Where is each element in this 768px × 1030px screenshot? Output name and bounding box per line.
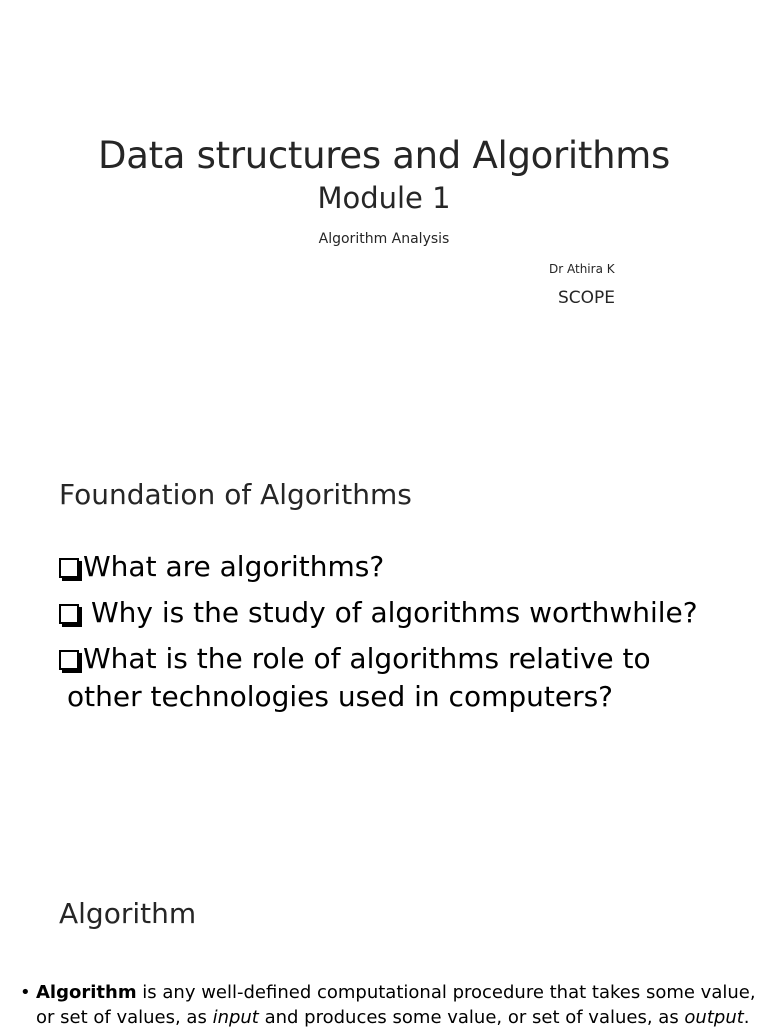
definition-part-2: and produces some value, or set of values, as [258, 1007, 685, 1028]
checkbox-bullet-icon [59, 558, 79, 578]
definition-text [36, 980, 756, 1030]
input-word: input [212, 1007, 259, 1028]
question-text: Why is the study of algorithms worthwhile? [91, 596, 698, 629]
question-text-block [67, 640, 651, 716]
checkbox-bullet-icon [59, 650, 79, 670]
question-text: What is the role of algorithms relative to [83, 642, 651, 675]
list-item [59, 548, 759, 586]
slide-heading: Foundation of Algorithms [59, 478, 412, 511]
slide-heading: Algorithm [59, 897, 197, 930]
bullet-dot-icon: • [20, 982, 31, 1003]
slide-subtitle: Algorithm Analysis [318, 231, 450, 247]
organization-label: SCOPE [558, 288, 616, 308]
module-label: Module 1 [317, 181, 451, 215]
definition-part-3: . [743, 1007, 750, 1028]
output-word: output [684, 1007, 744, 1028]
question-text-continuation: other technologies used in computers? [67, 680, 614, 713]
question-list [59, 548, 759, 724]
definition-part-1: is any well-defined computational procedure that takes some value, or set of values, as [36, 982, 756, 1028]
foundation-slide [0, 440, 768, 860]
question-text: What are algorithms? [83, 550, 385, 583]
slide-title: Data structures and Algorithms [98, 134, 670, 177]
definition-term: Algorithm [36, 982, 137, 1003]
author-name: Dr Athira K [549, 262, 615, 276]
list-item [20, 980, 756, 1030]
title-slide [0, 0, 768, 420]
algorithm-slide [0, 860, 768, 1028]
list-item [59, 594, 759, 632]
bullet-list [20, 980, 756, 1030]
checkbox-bullet-icon [59, 604, 79, 624]
list-item [59, 640, 759, 716]
